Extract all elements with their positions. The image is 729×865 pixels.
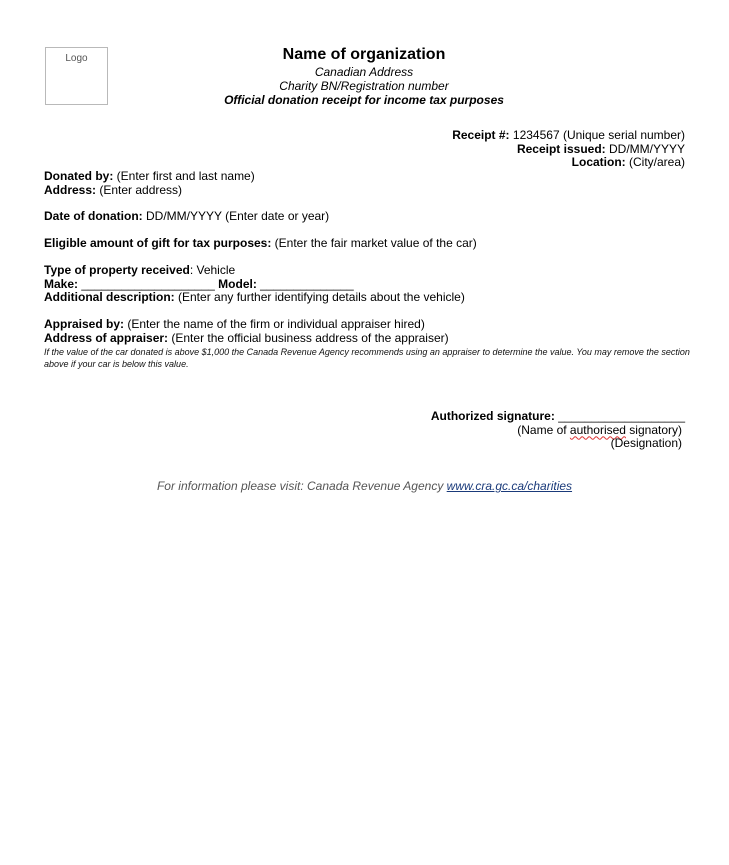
signature-block	[431, 410, 685, 451]
donated-by-value: (Enter first and last name)	[113, 169, 255, 183]
registration-number: Charity BN/Registration number	[279, 79, 449, 93]
donation-date-label: Date of donation:	[44, 209, 143, 223]
signatory-name-row	[431, 424, 685, 438]
designation: (Designation)	[610, 436, 682, 450]
receipt-title: Official donation receipt for income tax purposes	[224, 93, 504, 107]
footer-text: For information please visit: Canada Revenue Agency	[156, 479, 447, 493]
appraised-by-value: (Enter the name of the firm or individual appraiser hired)	[124, 317, 425, 331]
make-blank: ____________________	[78, 276, 219, 291]
signature-blank: ___________________	[554, 409, 685, 423]
additional-description-value: (Enter any further identifying details about the vehicle)	[174, 290, 465, 304]
model-label: Model:	[218, 276, 257, 291]
property-type-label: Type of property received	[44, 263, 190, 277]
donation-date-row	[44, 210, 329, 224]
appraised-by-row	[44, 318, 425, 332]
model-blank: ______________	[256, 276, 354, 291]
receipt-details	[452, 129, 685, 170]
make-model-row	[44, 278, 354, 292]
signature-label: Authorized signature:	[430, 409, 555, 423]
property-type-value: : Vehicle	[189, 263, 236, 277]
signature-row	[431, 410, 685, 424]
signatory-suffix: signatory)	[625, 422, 682, 437]
location-value: (City/area)	[625, 155, 685, 169]
organization-address: Canadian Address	[314, 65, 414, 79]
donated-by-label: Donated by:	[44, 169, 114, 183]
property-type-row	[44, 264, 235, 278]
donor-address-label: Address:	[44, 182, 97, 197]
eligible-amount-row	[44, 237, 477, 251]
receipt-issued-label: Receipt issued:	[516, 141, 606, 156]
receipt-header	[160, 45, 568, 107]
donor-address-row	[44, 184, 182, 198]
cra-charities-link[interactable]: www.cra.gc.ca/charities	[446, 479, 573, 493]
additional-description-row	[44, 291, 465, 305]
appraiser-address-row	[44, 332, 449, 346]
logo-placeholder	[45, 47, 108, 105]
appraiser-address-label: Address of appraiser:	[44, 330, 169, 345]
receipt-number-row	[452, 129, 685, 143]
location-row	[452, 156, 685, 170]
eligible-amount-label: Eligible amount of gift for tax purposes:	[44, 236, 272, 250]
footer	[0, 479, 729, 493]
receipt-issued-value: DD/MM/YYYY	[605, 141, 685, 156]
additional-description-label: Additional description:	[44, 290, 175, 304]
organization-name: Name of organization	[282, 46, 446, 63]
logo-label: Logo	[65, 53, 88, 64]
appraised-by-label: Appraised by:	[44, 317, 125, 331]
location-label: Location:	[571, 155, 626, 169]
make-label: Make:	[44, 276, 79, 291]
receipt-number-value: 1234567 (Unique serial number)	[509, 128, 685, 142]
appraiser-address-value: (Enter the official business address of the appraiser)	[168, 330, 449, 345]
donation-date-value: DD/MM/YYYY (Enter date or year)	[142, 209, 330, 223]
signatory-prefix: (Name of	[517, 422, 570, 437]
donated-by-row	[44, 170, 255, 184]
donor-address-value: (Enter address)	[96, 182, 183, 197]
appraiser-note: If the value of the car donated is above $1,000 the Canada Revenue Agency recommends using an appraiser to determine the value. You may remove the section above if your car is below this value.	[44, 347, 690, 369]
receipt-issued-row	[452, 143, 685, 157]
eligible-amount-value: (Enter the fair market value of the car)	[271, 236, 477, 250]
receipt-number-label: Receipt #:	[452, 128, 510, 142]
signatory-misspelled-word: authorised	[569, 422, 626, 437]
